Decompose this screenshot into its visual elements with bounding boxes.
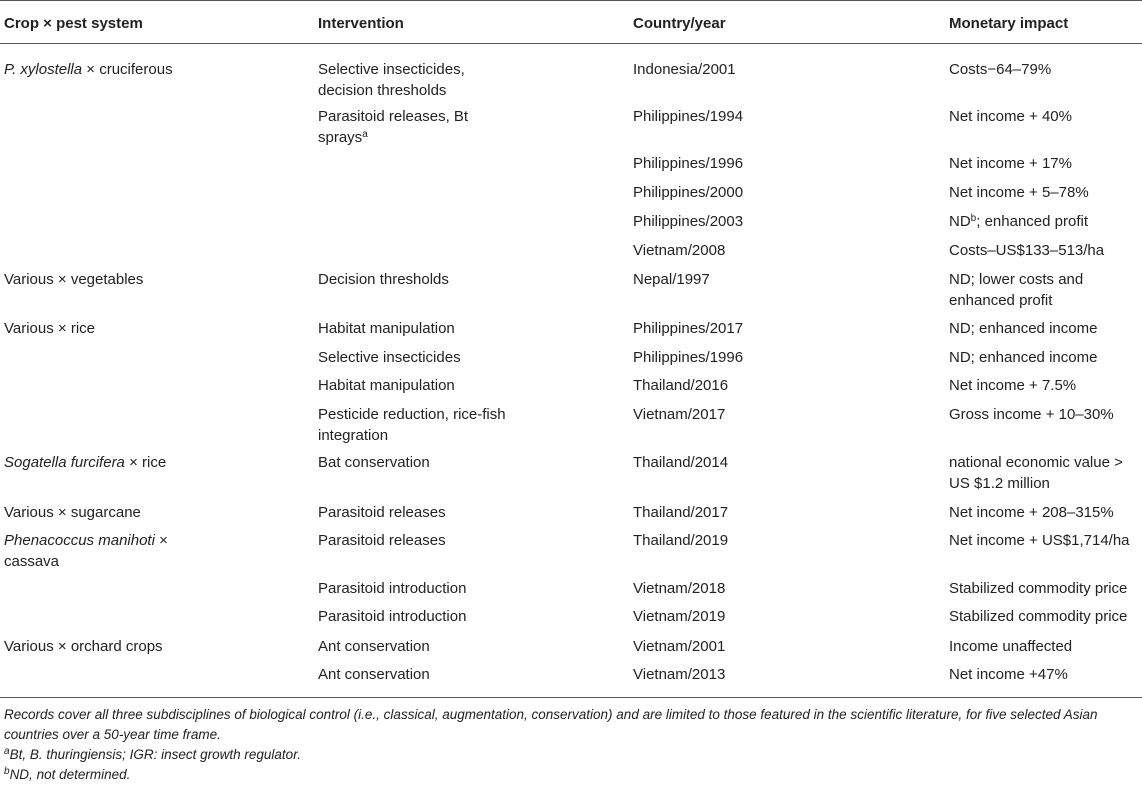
cell-monetary-impact: Net income + 40% [949, 108, 1072, 125]
table-top-rule [0, 0, 1142, 1]
cell-monetary-impact: Net income + 17% [949, 155, 1072, 172]
cell-country-year: Thailand/2014 [633, 454, 729, 471]
cell-country-year: Vietnam/2018 [633, 580, 726, 597]
cell-system: Various × sugarcane [4, 504, 141, 521]
cell-country-year: Vietnam/2013 [633, 666, 726, 683]
header-intervention: Intervention [318, 15, 404, 32]
cell-system: P. xylostella × cruciferous [4, 61, 173, 78]
cell-monetary-impact: Net income + 5–78% [949, 184, 1089, 201]
cell-monetary-impact: Net income + US$1,714/ha [949, 532, 1130, 549]
cell-monetary-impact: national economic value > US $1.2 million [949, 454, 1123, 492]
cell-intervention: Ant conservation [318, 666, 430, 683]
cell-country-year: Vietnam/2001 [633, 638, 726, 655]
cell-intervention: Parasitoid releases [318, 504, 446, 521]
cell-monetary-impact: ND; enhanced income [949, 320, 1098, 337]
cell-country-year: Thailand/2016 [633, 377, 729, 394]
cell-country-year: Philippines/2003 [633, 213, 744, 230]
cell-intervention: Parasitoid releases [318, 532, 446, 549]
cell-country-year: Philippines/1996 [633, 155, 744, 172]
cell-monetary-impact: Net income + 7.5% [949, 377, 1077, 394]
cell-country-year: Nepal/1997 [633, 271, 710, 288]
cell-monetary-impact: Income unaffected [949, 638, 1073, 655]
cell-country-year: Thailand/2017 [633, 504, 729, 521]
cell-intervention: Decision thresholds [318, 271, 449, 288]
cell-system: Phenacoccus manihoti × cassava [4, 532, 168, 570]
cell-country-year: Thailand/2019 [633, 532, 729, 549]
header-country-year: Country/year [633, 15, 726, 32]
cell-monetary-impact: Net income +47% [949, 666, 1068, 683]
cell-intervention: Bat conservation [318, 454, 430, 471]
cell-system: Various × rice [4, 320, 96, 337]
cell-monetary-impact: ND; lower costs and enhanced profit [949, 271, 1084, 309]
footnote-mark-a: a [362, 129, 368, 140]
header-monetary-impact: Monetary impact [949, 15, 1069, 32]
cell-country-year: Philippines/1994 [633, 108, 744, 125]
cell-country-year: Philippines/2017 [633, 320, 744, 337]
header-crop-pest-system: Crop × pest system [4, 15, 143, 32]
cell-intervention: Selective insecticides, decision thresholds [318, 61, 465, 99]
header-rule [0, 43, 1142, 44]
cell-intervention: Parasitoid releases, Bt sprays$^a$ [318, 108, 469, 146]
cell-country-year: Philippines/1996 [633, 349, 744, 366]
footnote-mark-b: b [970, 213, 977, 224]
table-footnote-b: $^b$ND, not determined. [4, 766, 131, 782]
cell-country-year: Vietnam/2019 [633, 608, 726, 625]
cell-country-year: Vietnam/2017 [633, 406, 726, 423]
cell-system: Sogatella furcifera × rice [4, 454, 167, 471]
cell-monetary-impact: $ND^b$; enhanced profit [949, 213, 1088, 230]
table-footnote-a: $^a$Bt, B. thuringiensis; IGR: insect growth regulator. [4, 746, 301, 762]
cell-country-year: Vietnam/2008 [633, 242, 726, 259]
cell-country-year: Philippines/2000 [633, 184, 744, 201]
cell-intervention: Selective insecticides [318, 349, 461, 366]
cell-system: Various × vegetables [4, 271, 144, 288]
cell-intervention: Habitat manipulation [318, 320, 455, 337]
cell-monetary-impact: Gross income + 10–30% [949, 406, 1114, 423]
table-bottom-rule [0, 697, 1142, 698]
cell-intervention: Pesticide reduction, rice-fish integration [318, 406, 506, 444]
cell-monetary-impact: ND; enhanced income [949, 349, 1098, 366]
cell-system: Various × orchard crops [4, 638, 163, 655]
cell-country-year: Indonesia/2001 [633, 61, 736, 78]
cell-monetary-impact: Costs–US$133–513/ha [949, 242, 1105, 259]
cell-intervention: Habitat manipulation [318, 377, 455, 394]
cell-monetary-impact: Net income + 208–315% [949, 504, 1114, 521]
cell-monetary-impact: Costs−64–79% [949, 61, 1052, 78]
cell-intervention: Parasitoid introduction [318, 580, 467, 597]
cell-monetary-impact: Stabilized commodity price [949, 580, 1128, 597]
cell-monetary-impact: Stabilized commodity price [949, 608, 1128, 625]
table-footnote-records: Records cover all three subdisciplines of biological control (i.e., classical, augmentation, conservation) and are limited to those featured in the scientific literature, for five selected Asian countries over a 50-year time frame. [4, 707, 1098, 742]
cell-intervention: Ant conservation [318, 638, 430, 655]
cell-intervention: Parasitoid introduction [318, 608, 467, 625]
